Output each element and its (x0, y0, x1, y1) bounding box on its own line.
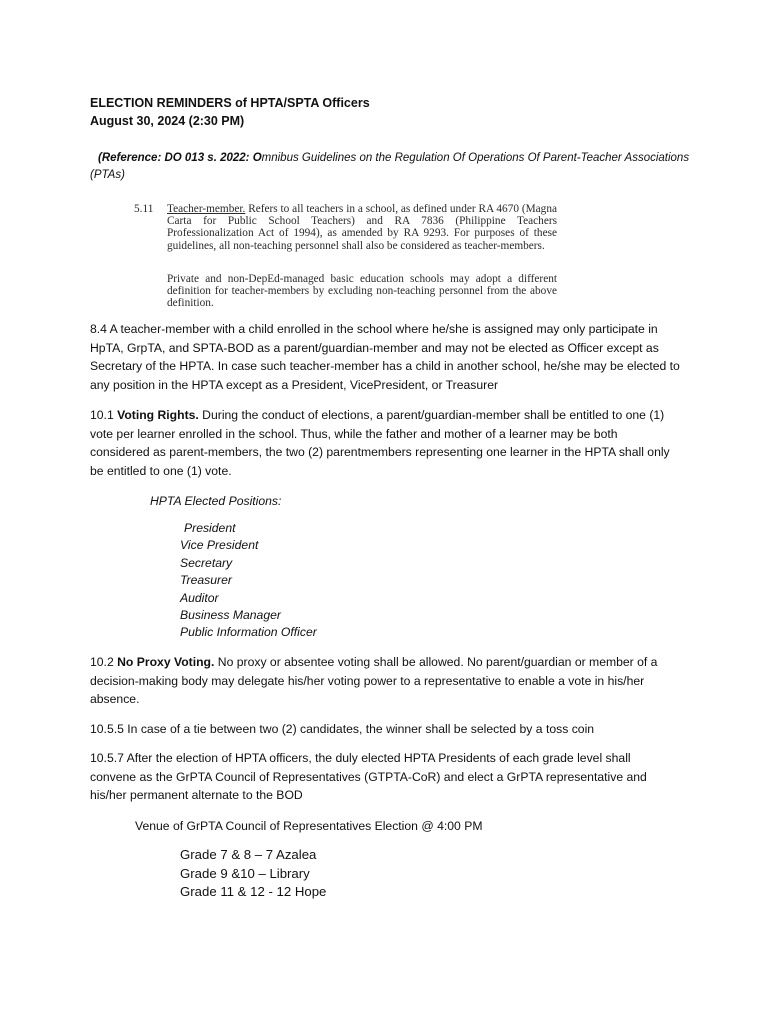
excerpt-term: Teacher-member. (167, 203, 246, 215)
section-10-1-heading: Voting Rights. (117, 408, 199, 422)
scanned-excerpt (134, 203, 564, 310)
list-item: Vice President (180, 538, 259, 553)
document-title: ELECTION REMINDERS of HPTA/SPTA Officers (90, 96, 370, 110)
section-10-1 (90, 406, 680, 480)
list-item: Business Manager (180, 608, 281, 623)
list-item: Grade 9 &10 – Library (180, 865, 310, 881)
reference-lead: (Reference: DO 013 s. 2022: O (98, 152, 262, 164)
section-10-1-number: 10.1 (90, 408, 118, 422)
list-item: Auditor (180, 590, 219, 605)
section-10-5-7: 10.5.7 After the election of HPTA officers, the duly elected HPTA Presidents of each grade level shall convene as the GrPTA Council of Representatives (GTPTA-CoR) and elect a GrPTA representative and his/her permanent alternate to the BOD (90, 751, 647, 803)
list-item: Treasurer (180, 573, 232, 588)
positions-heading: HPTA Elected Positions: (150, 494, 282, 508)
venue-rooms-list (180, 846, 326, 902)
list-item: Secretary (180, 555, 233, 570)
document-date: August 30, 2024 (2:30 PM) (90, 114, 245, 128)
venue-heading: Venue of GrPTA Council of Representatives Election @ 4:00 PM (135, 819, 483, 833)
section-10-2 (90, 653, 680, 709)
excerpt-definition-text: Refers to all teachers in a school, as defined under RA 4670 (Magna Carta for Public School Teachers) and RA 7836 (Philippine Teachers Professionalization Act of 1994), as amended by RA 9293. For purposes of these guidelines, all non-teaching personnel shall also be considered as teacher-members. (167, 203, 557, 252)
section-10-1-text: During the conduct of elections, a parent/guardian-member shall be entitled to one (1) vote per learner enrolled in the school. Thus, while the father and mother of a learner may be both considered as parent-members, the two (2) parentmembers representing one learner in the HPTA shall only be entitled to one (1) vote. (90, 408, 670, 478)
section-8-4: 8.4 A teacher-member with a child enrolled in the school where he/she is assigned may only participate in HpTA, GrpTA, and SPTA-BOD as a parent/guardian-member and may not be elected as Officer except as Secretary of the HPTA. In case such teacher-member has a child in another school, he/she may be elected to any position in the HPTA except as a President, VicePresident, or Treasurer (90, 322, 680, 392)
reference-text: mnibus Guidelines on the Regulation Of Operations Of Parent-Teacher Associations (PTAs) (90, 152, 690, 181)
section-10-2-heading: No Proxy Voting. (117, 655, 215, 669)
excerpt-number: 5.11 (134, 203, 154, 215)
positions-list (180, 520, 317, 642)
excerpt-second-paragraph: Private and non-DepEd-managed basic education schools may adopt a different definition for teacher-members by excluding non-teaching personnel from the above definition. (167, 273, 557, 310)
list-item: Grade 7 & 8 – 7 Azalea (180, 847, 317, 862)
reference-note (90, 150, 690, 184)
list-item: President (184, 521, 236, 535)
list-item: Public Information Officer (180, 625, 317, 640)
section-10-2-number: 10.2 (90, 655, 118, 669)
excerpt-definition (167, 203, 557, 252)
section-10-5-5: 10.5.5 In case of a tie between two (2) candidates, the winner shall be selected by a toss coin (90, 722, 595, 736)
list-item: Grade 11 & 12 - 12 Hope (180, 884, 327, 899)
section-10-2-text: No proxy or absentee voting shall be allowed. No parent/guardian or member of a decision-making body may delegate his/her voting power to a representative to enable a vote in his/her absence. (90, 655, 658, 707)
